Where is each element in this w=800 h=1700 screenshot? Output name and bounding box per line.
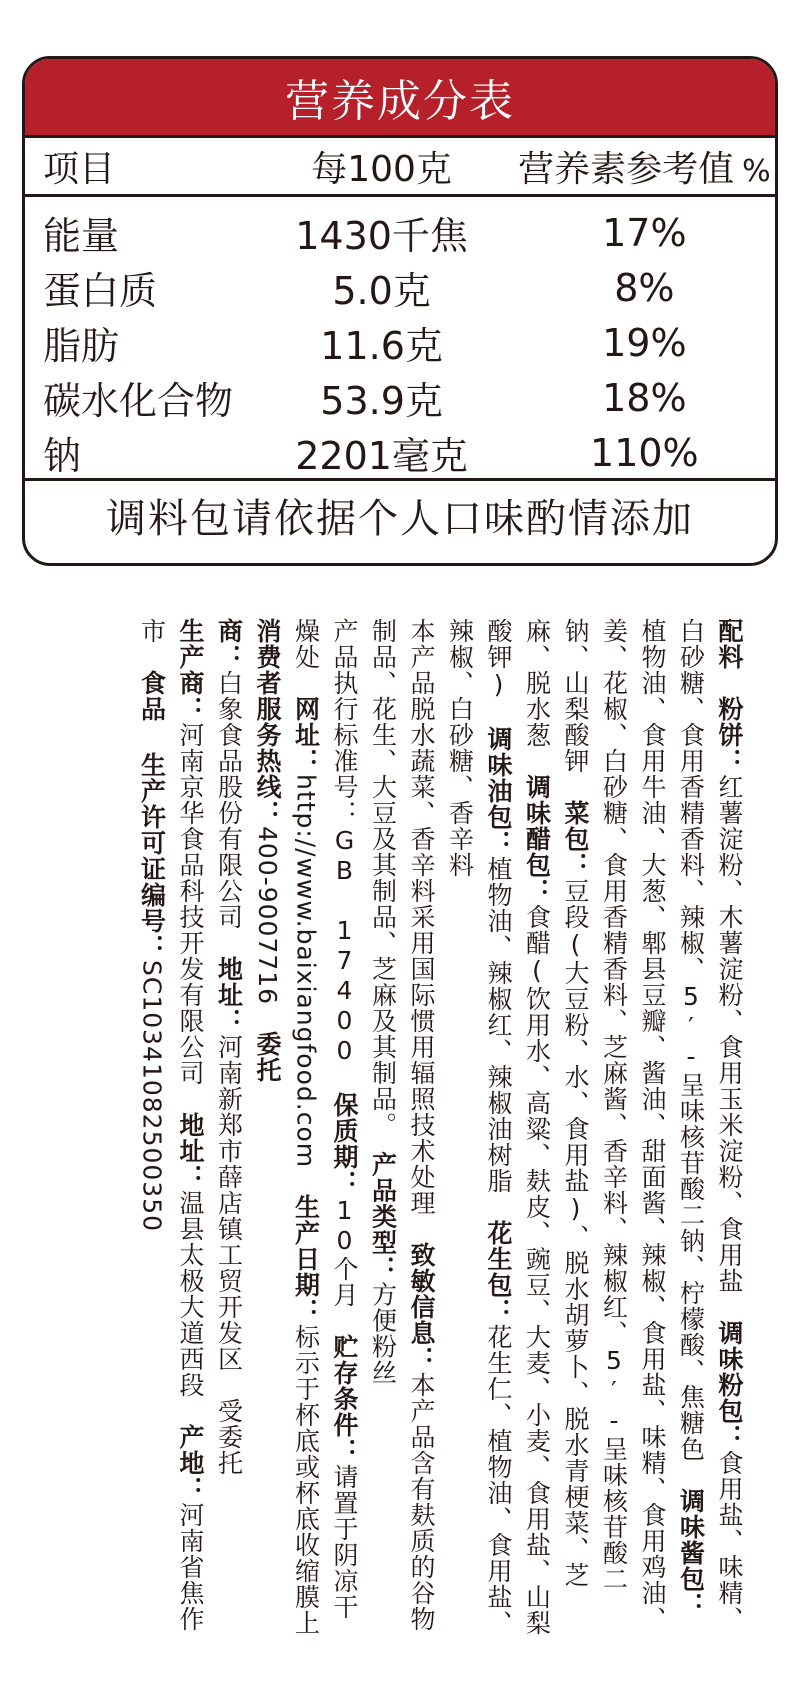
maker-address: 河南新郑市薛店镇工贸开发区 (214, 1034, 244, 1372)
nutrition-row (25, 425, 775, 480)
allergen-text: 本产品含有麸质的谷物制品、花生、大豆及其制品、芝麻及其制品。 (368, 618, 436, 1632)
row-value: 53.9克 (320, 379, 443, 423)
vinegar-text: 食醋(饮用水、高粱、麸皮、豌豆、大麦、小麦、食用盐、山梨酸钾) (484, 618, 552, 1636)
row-item: 脂肪 (43, 324, 120, 368)
allergen-label: 致敏信息： (407, 1242, 436, 1372)
oil-text: 植物油、辣椒红、辣椒油树脂 (484, 856, 513, 1194)
row-value: 1430千焦 (295, 214, 468, 258)
nutrition-title: 营养成分表 (25, 59, 775, 138)
product-type-text: 方便粉丝 (368, 1281, 398, 1386)
commission-prefix: 受委托 (214, 1398, 244, 1476)
storage-text: 请置于阴凉干燥处 (291, 618, 359, 1620)
nutrition-row (25, 315, 775, 370)
spacer (330, 1066, 359, 1092)
ingredients-label: 配料 (715, 618, 744, 670)
seasoning-powder-text: 食用盐、味精、白砂糖、食用香精香料、辣椒、5′-呈味核苷酸二钠、柠檬酸、焦糖色 (676, 618, 744, 1632)
shelf-life-text: 10个月 (330, 1196, 359, 1308)
website-link[interactable]: http://www.baixiangfood.com (291, 774, 321, 1169)
storage-label: 贮存条件： (330, 1334, 359, 1464)
veg-label: 菜包： (561, 800, 590, 878)
spacer (715, 670, 744, 696)
row-nrv: 8% (614, 265, 675, 310)
spacer (292, 1168, 321, 1194)
nutrition-body (25, 197, 775, 481)
header-per100: 每100克 (311, 148, 452, 190)
oil-label: 调味油包： (484, 726, 513, 856)
row-item: 碳水化合物 (43, 379, 234, 423)
spacer (215, 930, 244, 956)
vinegar-label: 调味醋包： (522, 774, 552, 904)
commission-label: 委托 (253, 1031, 282, 1084)
spacer (176, 1398, 205, 1424)
spacer (484, 1194, 513, 1220)
producer-address: 温县太极大道西段 (176, 1190, 205, 1398)
hotline-label: 消费者服务热线： (253, 618, 282, 826)
row-nrv: 19% (602, 320, 687, 365)
origin-text: 河南省焦作市 (137, 618, 205, 1632)
website-label: 网址： (291, 696, 321, 774)
nutrition-table (22, 56, 778, 566)
seasoning-powder-label: 调味粉包： (715, 1320, 744, 1450)
veg-text: 豆段(大豆粉、水、食用盐)、脱水胡萝卜、脱水青梗菜、芝麻、脱水葱 (522, 618, 590, 1588)
nutrition-row (25, 205, 775, 260)
nutrition-row (25, 370, 775, 425)
row-item: 蛋白质 (43, 269, 158, 313)
fenbing-label: 粉饼： (715, 696, 744, 774)
sauce-text: 植物油、食用牛油、大葱、郫县豆瓣、酱油、甜面酱、辣椒、食用盐、味精、食用鸡油、姜、花椒、白砂糖、食用香精香料、芝麻酱、香辛料、辣椒红、5′-呈味核苷酸二钠、山梨酸钾 (561, 618, 667, 1632)
spacer (215, 1372, 244, 1398)
spacer (407, 1216, 436, 1242)
spacer (292, 1636, 321, 1662)
maker-address-label: 地址： (214, 956, 244, 1034)
shelf-life-label: 保质期： (330, 1092, 359, 1196)
spacer (484, 700, 513, 726)
header-nrv (514, 141, 775, 192)
standard-text: 产品执行标准号：GB 17400 (330, 618, 359, 1066)
sauce-label: 调味酱包： (676, 1488, 706, 1618)
product-type-label: 产品类型： (368, 1151, 398, 1282)
spacer (253, 1005, 282, 1031)
irradiation-note: 本产品脱水蔬菜、香辛料采用国际惯用辐照技术处理 (407, 618, 436, 1216)
row-item: 钠 (43, 434, 82, 478)
seasoning-note: 调料包请依据个人口味酌情添加 (106, 495, 694, 542)
row-value: 2201毫克 (295, 434, 468, 478)
hotline-number: 400-9007716 (253, 826, 282, 1006)
producer-name: 河南京华食品科技开发有限公司 (176, 722, 205, 1086)
row-nrv: 17% (602, 210, 687, 255)
peanut-label: 花生包： (484, 1220, 513, 1324)
nutrition-row (25, 260, 775, 315)
producer-label: 生产商： (176, 618, 205, 722)
spacer (176, 1086, 205, 1112)
license-label: 食品 生产许可证编号： (137, 670, 167, 960)
spacer (523, 748, 552, 774)
spacer (292, 670, 321, 696)
row-value: 11.6克 (320, 324, 443, 368)
header-nrv-label: 营养素参考值 (518, 148, 735, 190)
fenbing-text: 红薯淀粉、木薯淀粉、食用玉米淀粉、食用盐 (715, 774, 744, 1294)
spacer (330, 1308, 359, 1334)
nutrition-header-row (25, 138, 775, 197)
maker-name: 白象食品股份有限公司 (214, 670, 244, 930)
spacer (369, 1126, 398, 1152)
production-date-label: 生产日期： (291, 1194, 321, 1325)
row-nrv: 110% (590, 430, 699, 475)
header-nrv-percent: % (742, 153, 771, 189)
spacer (561, 774, 590, 800)
row-nrv: 18% (602, 375, 687, 420)
maker-label: 商： (214, 618, 244, 670)
producer-address-label: 地址： (176, 1112, 205, 1190)
peanut-text: 花生仁、植物油、食用盐、辣椒、白砂糖、香辛料 (445, 618, 513, 1636)
origin-label: 产地： (176, 1424, 205, 1502)
row-item: 能量 (43, 214, 120, 258)
spacer (138, 644, 167, 670)
spacer (715, 1294, 744, 1320)
header-item: 项目 (43, 148, 116, 190)
spacer (677, 1462, 706, 1488)
product-label-text (48, 618, 748, 1638)
production-date-text: 标示于杯底或杯底收缩膜上 (291, 1324, 321, 1637)
license-number: SC10341082500350 (137, 960, 167, 1233)
row-value: 5.0克 (332, 269, 431, 313)
